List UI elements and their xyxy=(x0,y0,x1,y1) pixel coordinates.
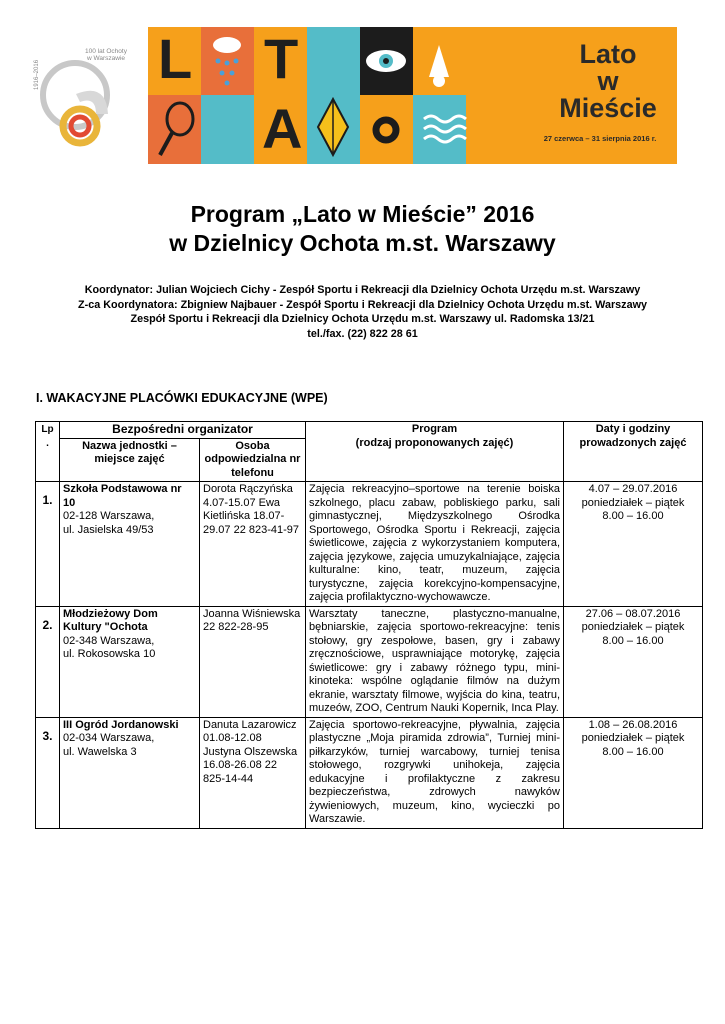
unit-name: Szkoła Podstawowa nr 10 xyxy=(63,483,182,509)
banner-tiles xyxy=(148,27,528,164)
unit-address: 02-128 Warszawa, xyxy=(63,510,155,522)
date-range: 27.06 – 08.07.2016 xyxy=(585,607,681,620)
date-range: 4.07 – 29.07.2016 xyxy=(588,483,678,495)
title-line-2: w Dzielnicy Ochota m.st. Warszawy xyxy=(169,230,556,256)
row-unit xyxy=(60,606,200,717)
unit-street: ul. Wawelska 3 xyxy=(63,745,137,758)
row-dates xyxy=(564,606,703,717)
row-program: Zajęcia rekreacyjno–sportowe na terenie boiska szkolnego, placu zabaw, pobliskiego parku, sali gimnastycznej, Międzyszkolnego Ośrodka Sportowego, Ośrodka Sportu i Rekreacji, zajęcia świetlicowe, zajęcia z wykorzystaniem komputera, zajęcia językowe, zajęcia umuzykalniające, zajęcia kulturalne: kino, teatr, muzeum, zajęcia turystyczne, zajęcia korekcyjno-kompensacyjne, zajęcia profilaktyczno-wychowawcze. xyxy=(306,482,564,607)
header-lp: Lp . xyxy=(36,422,60,482)
coordinator-line: Koordynator: Julian Wojciech Cichy - Zespół Sportu i Rekreacji dla Dzielnicy Ochota Urzędu m.st. Warszawy xyxy=(84,284,641,296)
logo-years: 1916–2016 xyxy=(34,59,40,90)
row-person: Danuta Lazarowicz 01.08-12.08 Justyna Olszewska 16.08-26.08 22 825-14-44 xyxy=(200,717,306,828)
row-program: Zajęcia sportowo-rekreacyjne, pływalnia, zajęcia plastyczne „Moja piramida zdrowia”, Turniej mini-piłkarzyków, turniej warcabowy, turniej tenisa stołowego, rozgrywki unihokeja, zajęcia edukacyjne i profilaktyczne z zakresu bezpieczeństwa, zdrowych nawyków żywieniowych, muzeum, kino, wycieczki po Warszawie. xyxy=(306,717,564,828)
section-heading: I. WAKACYJNE PLACÓWKI EDUKACYJNE (WPE) xyxy=(36,391,328,405)
table-row xyxy=(36,717,703,828)
table-row xyxy=(36,482,703,607)
table-row xyxy=(36,606,703,717)
program-table xyxy=(35,421,703,829)
header-program-sub: (rodzaj proponowanych zajęć) xyxy=(355,436,514,449)
banner-title xyxy=(548,41,668,122)
day-range: poniedziałek – piątek xyxy=(581,496,685,509)
address-line: Zespół Sportu i Rekreacji dla Dzielnicy Ochota Urzędu m.st. Warszawy ul. Radomska 13/21 xyxy=(130,313,595,325)
unit-name: III Ogród Jordanowski xyxy=(63,718,179,731)
unit-address: 02-034 Warszawa, xyxy=(63,732,155,744)
row-program: Warsztaty taneczne, plastyczno-manualne, bębniarskie, zajęcia sportowo-rekreacyjne: tenis stołowy, gry zespołowe, basen, gry i zabawy zręcznościowe, usprawniające motorykę, zajęcia świetlicowe: gry i zabawy różnego typu, mini-kinoteka: wspólne oglądanie filmów na dużym ekranie, warsztaty filmowe, wyjścia do kina, teatru, muzeów, ZOO, Centrum Nauki Kopernik, Inca Play. xyxy=(306,606,564,717)
unit-address: 02-348 Warszawa, xyxy=(63,634,155,647)
row-person: Joanna Wiśniewska 22 822-28-95 xyxy=(200,606,306,717)
hour-range: 8.00 – 16.00 xyxy=(602,634,664,647)
header-program xyxy=(306,422,564,482)
banner-letter-a: A xyxy=(262,97,303,160)
hour-range: 8.00 – 16.00 xyxy=(602,510,664,522)
header-unit: Nazwa jednostki – miejsce zajęć xyxy=(60,438,200,482)
row-unit xyxy=(60,482,200,607)
coordinators-block xyxy=(0,283,725,341)
row-lp: 2. xyxy=(36,606,60,717)
banner-letter-l: L xyxy=(158,27,193,90)
deputy-coordinator-line: Z-ca Koordynatora: Zbigniew Najbauer - Zespół Sportu i Rekreacji dla Dzielnicy Ochota Urzędu m.st. Warszawy xyxy=(78,298,647,311)
day-range: poniedziałek – piątek xyxy=(581,732,685,744)
banner-title-line: Lato xyxy=(579,39,637,69)
page-title xyxy=(0,200,725,258)
ochota-logo xyxy=(36,44,126,152)
table-header-row xyxy=(36,422,703,439)
title-line-1: Program „Lato w Mieście” 2016 xyxy=(190,201,535,227)
banner-title-line: w xyxy=(597,66,619,96)
lato-w-miescie-banner xyxy=(148,27,677,164)
row-lp: 1. xyxy=(36,482,60,607)
hour-range: 8.00 – 16.00 xyxy=(602,745,664,758)
unit-street: ul. Jasielska 49/53 xyxy=(63,523,154,536)
header-program-title: Program xyxy=(411,423,458,435)
header-dates: Daty i godziny prowadzonych zajęć xyxy=(564,422,703,482)
header-person: Osoba odpowiedzialna nr telefonu xyxy=(200,438,306,482)
banner-title-line: Mieście xyxy=(559,93,657,123)
logo-caption: 100 lat Ochoty w Warszawie xyxy=(85,48,127,62)
phone-line: tel./fax. (22) 822 28 61 xyxy=(307,327,418,340)
banner-dates: 27 czerwca – 31 sierpnia 2016 r. xyxy=(543,134,657,143)
row-dates xyxy=(564,482,703,607)
unit-name: Młodzieżowy Dom Kultury "Ochota xyxy=(63,607,158,633)
banner-letter-t: T xyxy=(264,27,299,90)
day-range: poniedziałek – piątek xyxy=(581,621,685,633)
row-lp: 3. xyxy=(36,717,60,828)
unit-street: ul. Rokosowska 10 xyxy=(63,648,156,660)
header-organizer: Bezpośredni organizator xyxy=(60,422,306,439)
row-person: Dorota Rączyńska 4.07-15.07 Ewa Kietlińska 18.07-29.07 22 823-41-97 xyxy=(200,482,306,607)
row-dates xyxy=(564,717,703,828)
row-unit xyxy=(60,717,200,828)
date-range: 1.08 – 26.08.2016 xyxy=(588,718,678,731)
